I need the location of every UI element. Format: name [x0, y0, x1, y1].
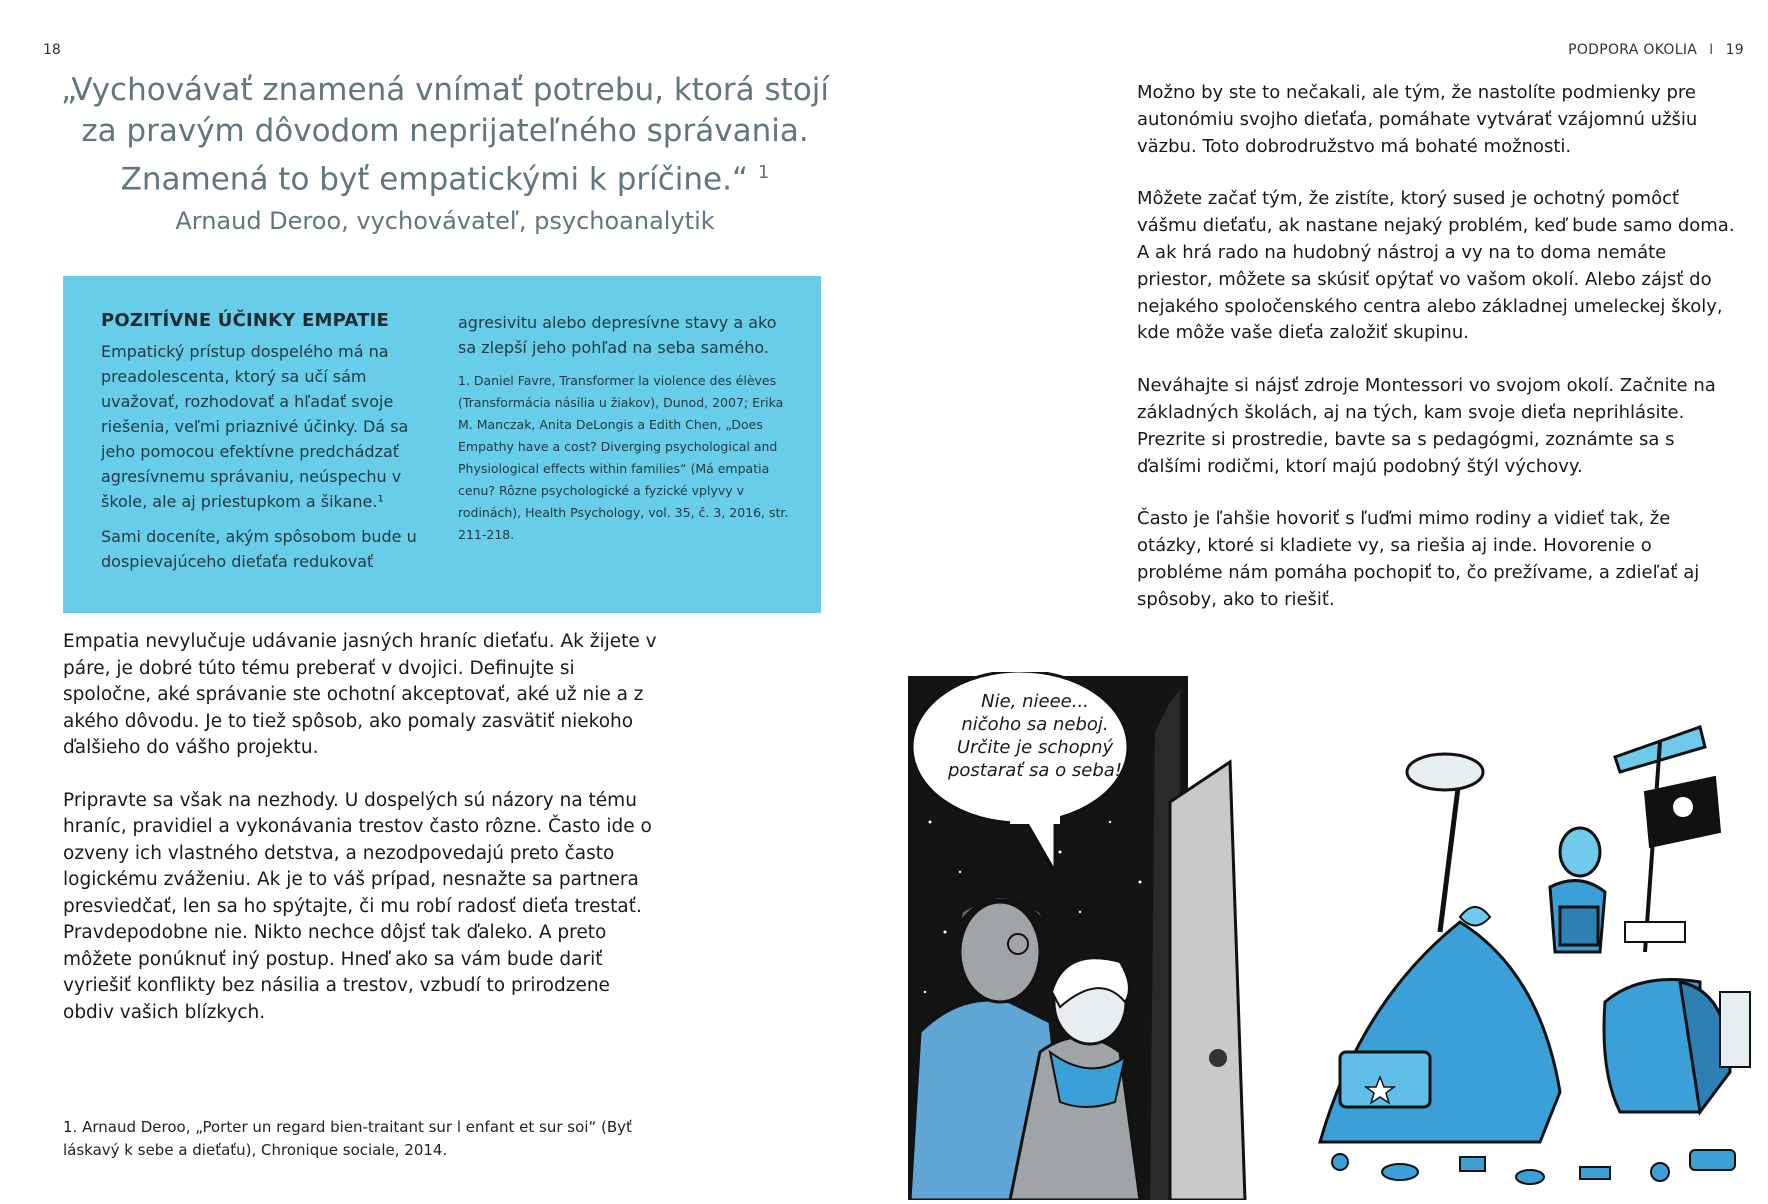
- right-paragraph-1: Možno by ste to nečakali, ale tým, že nastolíte podmienky pre autonómiu svojho dieťaťa, pomáhate vytvárať vzájomnú užšiu väzbu. Toto dobrodružstvo má bohaté možnosti.: [1137, 82, 1698, 157]
- running-head-title: PODPORA OKOLIA: [1568, 42, 1698, 58]
- running-head-separator: I: [1709, 42, 1714, 58]
- quote-attribution: Arnaud Deroo, vychovávateľ, psychoanalytik: [175, 207, 715, 236]
- open-door: [1170, 762, 1245, 1200]
- left-footnote: 1. Arnaud Deroo, „Porter un regard bien-traitant sur l enfant et sur soi“ (Byť láskavý k sebe a dieťaťu), Chronique sociale, 2014.: [63, 1118, 632, 1159]
- bubble-line-3: Určite je schopný: [956, 737, 1114, 758]
- bubble-line-4: postarať sa o seba!: [947, 760, 1123, 781]
- quote-text: [60, 70, 830, 200]
- book-stack: [1720, 992, 1750, 1067]
- right-paragraph-3: Neváhajte si nájsť zdroje Montessori vo svojom okolí. Začnite na základných školách, aj na tých, kam svoje dieťa neprihlásite. Prezrite si prostredie, bavte sa s pedagógmi, zoznámte sa s ďalšími rodičmi, ktorí majú podobný štýl výchovy.: [1137, 375, 1716, 477]
- box-footnote: 1. Daniel Favre, Transformer la violence des élèves (Transformácia násilia u žiakov), Dunod, 2007; Erika M. Manczak, Anita DeLongis a Edith Chen, „Does Empathy have a cost? Diverging psychological and Physiological effects within families“ (Má empatia cenu? Rôzne psychologické a fyzické vplyvy v rodinách), Health Psychology, vol. 35, č. 3, 2016, str. 211-218.: [458, 373, 789, 542]
- left-page-number: 18: [43, 42, 61, 58]
- open-book: [1625, 922, 1685, 942]
- right-paragraph-4: Často je ľahšie hovoriť s ľuďmi mimo rodiny a vidieť tak, že otázky, ktoré si kladiete vy, sa riešia aj inde. Hovorenie o probléme nám pomáha pochopiť to, čo prežívame, a zdieľať aj spôsoby, ako to riešiť.: [1137, 508, 1700, 610]
- box-column-left: [101, 310, 421, 584]
- box-heading: POZITÍVNE ÚČINKY EMPATIE: [101, 310, 389, 331]
- floor-clutter: [1332, 1150, 1735, 1184]
- lamp-shade: [1407, 754, 1483, 790]
- bubble-line-1: Nie, nieee...: [981, 691, 1089, 712]
- door-knob: [1209, 1049, 1227, 1067]
- right-page-number: 19: [1725, 42, 1744, 58]
- running-head: [1568, 42, 1744, 58]
- quote-line-1: „Vychovávať znamená vnímať potrebu, ktorá stojí: [60, 72, 830, 108]
- quote-line-2: za pravým dôvodom neprijateľného správania.: [81, 113, 809, 149]
- box-paragraph-1: Empatický prístup dospelého má na preadolescenta, ktorý sa učí sám uvažovať, rozhodovať a hľadať svoje riešenia, veľmi priaznivé účinky. Dá sa jeho pomocou efektívne predchádzať agresívnemu správaniu, neúspechu v škole, ale aj priestupkom a šikane.¹: [101, 342, 409, 511]
- left-paragraph-2: Pripravte sa však na nezhody. U dospelých sú názory na tému hraníc, pravidiel a vykonávania trestov často rôzne. Často ide o ozveny ich vlastného detstva, a nezodpovedajú preto často logickému zváženiu. Ak je to váš prípad, nesnažte sa partnera presviedčať, len sa ho spýtajte, či mu robí radosť dieťa trestať. Pravdepodobne nie. Nikto nechce dôjsť tak ďaleko. A preto môžete ponúknuť iný postup. Hneď ako sa vám bude dariť vyriešiť konflikty bez násilia a trestov, vzbudí to prirodzene obdiv vašich blízkych.: [63, 789, 652, 1023]
- quote-footnote-ref: 1: [757, 162, 770, 183]
- left-body-text: [63, 629, 663, 1052]
- comic-illustration: [900, 672, 1768, 1200]
- box-paragraph-3: agresivitu alebo depresívne stavy a ako sa zlepší jeho pohľad na seba samého.: [458, 313, 777, 357]
- box-paragraph-2: Sami doceníte, akým spôsobom bude u dospievajúceho dieťaťa redukovať: [101, 527, 417, 571]
- epigraph-quote: [60, 70, 830, 238]
- child-fort-scene: [1320, 727, 1750, 1184]
- right-paragraph-2: Môžete začať tým, že zistíte, ktorý sused je ochotný pomôcť vášmu dieťaťu, ak nastane nejaký problém, keď bude samo doma. A ak hrá rado na hudobný nástroj a vy na to doma nemáte priestor, môžete sa skúsiť opýtať vo vašom okolí. Alebo zájsť do nejakého spoločenského centra alebo základnej umeleckej školy, kde môže vaše dieťa založiť skupinu.: [1137, 188, 1735, 344]
- bubble-tail-mask: [1010, 812, 1060, 824]
- box-column-right: [458, 310, 798, 546]
- toy-box: [1560, 907, 1598, 945]
- bubble-line-2: ničoho sa neboj.: [961, 714, 1109, 735]
- empathy-info-box: [63, 276, 821, 613]
- left-paragraph-1: Empatia nevylučuje udávanie jasných hraníc dieťaťu. Ak žijete v páre, je dobré túto tému preberať v dvojici. Definujte si spoločne, aké správanie ste ochotní akceptovať, aké už nie a z akého dôvodu. Je to tiež spôsob, ako pomaly zasvätiť niekoho ďalšieho do vášho projektu.: [63, 631, 657, 758]
- right-body-text: [1137, 80, 1737, 640]
- skull-icon: [1673, 797, 1693, 817]
- child-head: [1560, 828, 1600, 876]
- quote-line-3: Znamená to byť empatickými k príčine.“: [120, 161, 749, 198]
- illustration-svg: [900, 672, 1768, 1200]
